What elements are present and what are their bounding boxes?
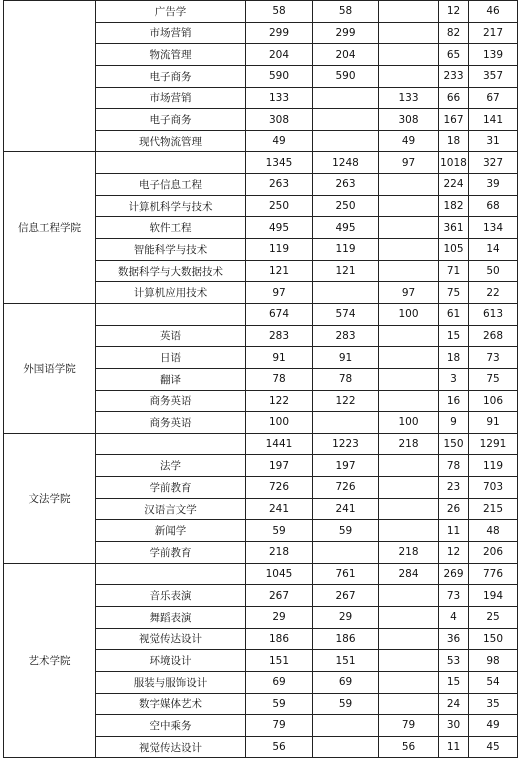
junior-college-cell: 100: [379, 303, 439, 325]
junior-college-cell: [379, 1, 439, 23]
major-cell: 计算机应用技术: [96, 282, 246, 304]
total-cell: 79: [246, 715, 313, 737]
junior-college-cell: [379, 455, 439, 477]
total-cell: 97: [246, 282, 313, 304]
col5-cell: 12: [439, 542, 469, 564]
major-cell: 日语: [96, 347, 246, 369]
junior-college-cell: 97: [379, 282, 439, 304]
col5-cell: 11: [439, 736, 469, 758]
col6-cell: 31: [469, 130, 518, 152]
major-cell: [96, 152, 246, 174]
col6-cell: 25: [469, 606, 518, 628]
col6-cell: 215: [469, 498, 518, 520]
junior-college-cell: [379, 217, 439, 239]
college-cell: 艺术学院: [4, 563, 96, 758]
college-cell: 文法学院: [4, 433, 96, 563]
col5-cell: 75: [439, 282, 469, 304]
undergrad-cell: 204: [313, 44, 379, 66]
total-cell: 308: [246, 109, 313, 131]
total-cell: 299: [246, 22, 313, 44]
junior-college-cell: [379, 368, 439, 390]
total-cell: 250: [246, 195, 313, 217]
undergrad-cell: 91: [313, 347, 379, 369]
major-cell: 电子商务: [96, 109, 246, 131]
col6-cell: 91: [469, 412, 518, 434]
col5-cell: 61: [439, 303, 469, 325]
college-cell: 外国语学院: [4, 303, 96, 433]
total-cell: 204: [246, 44, 313, 66]
total-cell: 1441: [246, 433, 313, 455]
undergrad-cell: 263: [313, 174, 379, 196]
major-cell: 市场营销: [96, 87, 246, 109]
undergrad-cell: 122: [313, 390, 379, 412]
col5-cell: 26: [439, 498, 469, 520]
col5-cell: 24: [439, 693, 469, 715]
col5-cell: 53: [439, 650, 469, 672]
col5-cell: 36: [439, 628, 469, 650]
col6-cell: 98: [469, 650, 518, 672]
total-cell: 78: [246, 368, 313, 390]
undergrad-cell: 119: [313, 239, 379, 261]
col5-cell: 1018: [439, 152, 469, 174]
col5-cell: 3: [439, 368, 469, 390]
col6-cell: 45: [469, 736, 518, 758]
major-cell: 学前教育: [96, 477, 246, 499]
col6-cell: 106: [469, 390, 518, 412]
college-cell: 信息工程学院: [4, 152, 96, 303]
col6-cell: 35: [469, 693, 518, 715]
major-cell: 商务英语: [96, 390, 246, 412]
major-cell: [96, 433, 246, 455]
undergrad-cell: 1248: [313, 152, 379, 174]
undergrad-cell: 761: [313, 563, 379, 585]
col5-cell: 182: [439, 195, 469, 217]
col6-cell: 206: [469, 542, 518, 564]
junior-college-cell: 79: [379, 715, 439, 737]
col6-cell: 73: [469, 347, 518, 369]
col6-cell: 217: [469, 22, 518, 44]
junior-college-cell: [379, 44, 439, 66]
col5-cell: 12: [439, 1, 469, 23]
col6-cell: 139: [469, 44, 518, 66]
major-cell: 广告学: [96, 1, 246, 23]
total-cell: 186: [246, 628, 313, 650]
col5-cell: 9: [439, 412, 469, 434]
col6-cell: 776: [469, 563, 518, 585]
major-cell: 商务英语: [96, 412, 246, 434]
junior-college-cell: [379, 22, 439, 44]
major-cell: 数据科学与大数据技术: [96, 260, 246, 282]
col6-cell: 48: [469, 520, 518, 542]
col6-cell: 141: [469, 109, 518, 131]
undergrad-cell: 1223: [313, 433, 379, 455]
junior-college-cell: [379, 628, 439, 650]
table-row: [4, 563, 518, 585]
total-cell: 267: [246, 585, 313, 607]
major-cell: 电子商务: [96, 65, 246, 87]
total-cell: 58: [246, 1, 313, 23]
junior-college-cell: 218: [379, 433, 439, 455]
major-cell: 空中乘务: [96, 715, 246, 737]
junior-college-cell: [379, 174, 439, 196]
col6-cell: 150: [469, 628, 518, 650]
junior-college-cell: [379, 520, 439, 542]
junior-college-cell: [379, 498, 439, 520]
undergrad-cell: 186: [313, 628, 379, 650]
col5-cell: 15: [439, 671, 469, 693]
college-cell: [4, 1, 96, 152]
major-cell: 翻译: [96, 368, 246, 390]
junior-college-cell: [379, 65, 439, 87]
major-cell: 软件工程: [96, 217, 246, 239]
major-cell: 视觉传达设计: [96, 736, 246, 758]
col5-cell: 167: [439, 109, 469, 131]
col5-cell: 224: [439, 174, 469, 196]
total-cell: 49: [246, 130, 313, 152]
junior-college-cell: 308: [379, 109, 439, 131]
undergrad-cell: 69: [313, 671, 379, 693]
col6-cell: 46: [469, 1, 518, 23]
junior-college-cell: [379, 260, 439, 282]
col5-cell: 18: [439, 130, 469, 152]
junior-college-cell: [379, 390, 439, 412]
major-cell: 计算机科学与技术: [96, 195, 246, 217]
col5-cell: 30: [439, 715, 469, 737]
major-cell: [96, 563, 246, 585]
major-cell: 法学: [96, 455, 246, 477]
col6-cell: 268: [469, 325, 518, 347]
junior-college-cell: [379, 347, 439, 369]
junior-college-cell: 56: [379, 736, 439, 758]
col5-cell: 23: [439, 477, 469, 499]
total-cell: 59: [246, 520, 313, 542]
col6-cell: 613: [469, 303, 518, 325]
total-cell: 726: [246, 477, 313, 499]
col6-cell: 134: [469, 217, 518, 239]
col5-cell: 18: [439, 347, 469, 369]
junior-college-cell: 284: [379, 563, 439, 585]
undergrad-cell: [313, 130, 379, 152]
col5-cell: 15: [439, 325, 469, 347]
total-cell: 122: [246, 390, 313, 412]
col5-cell: 105: [439, 239, 469, 261]
total-cell: 1345: [246, 152, 313, 174]
junior-college-cell: 133: [379, 87, 439, 109]
col6-cell: 50: [469, 260, 518, 282]
total-cell: 69: [246, 671, 313, 693]
total-cell: 197: [246, 455, 313, 477]
undergrad-cell: 726: [313, 477, 379, 499]
undergrad-cell: 59: [313, 520, 379, 542]
junior-college-cell: [379, 239, 439, 261]
total-cell: 241: [246, 498, 313, 520]
col5-cell: 150: [439, 433, 469, 455]
col5-cell: 361: [439, 217, 469, 239]
undergrad-cell: [313, 542, 379, 564]
major-cell: 英语: [96, 325, 246, 347]
undergrad-cell: 29: [313, 606, 379, 628]
col6-cell: 39: [469, 174, 518, 196]
col5-cell: 78: [439, 455, 469, 477]
col6-cell: 327: [469, 152, 518, 174]
major-cell: 环境设计: [96, 650, 246, 672]
col6-cell: 22: [469, 282, 518, 304]
enrollment-table-body: [4, 1, 518, 758]
col5-cell: 71: [439, 260, 469, 282]
col5-cell: 82: [439, 22, 469, 44]
major-cell: 视觉传达设计: [96, 628, 246, 650]
undergrad-cell: 78: [313, 368, 379, 390]
table-row: [4, 152, 518, 174]
undergrad-cell: 574: [313, 303, 379, 325]
major-cell: 舞蹈表演: [96, 606, 246, 628]
col6-cell: 703: [469, 477, 518, 499]
undergrad-cell: [313, 109, 379, 131]
undergrad-cell: 283: [313, 325, 379, 347]
table-row: [4, 303, 518, 325]
undergrad-cell: 58: [313, 1, 379, 23]
undergrad-cell: 495: [313, 217, 379, 239]
total-cell: 1045: [246, 563, 313, 585]
col6-cell: 54: [469, 671, 518, 693]
junior-college-cell: 218: [379, 542, 439, 564]
col6-cell: 357: [469, 65, 518, 87]
undergrad-cell: 151: [313, 650, 379, 672]
total-cell: 100: [246, 412, 313, 434]
junior-college-cell: [379, 585, 439, 607]
total-cell: 674: [246, 303, 313, 325]
col5-cell: 11: [439, 520, 469, 542]
junior-college-cell: 97: [379, 152, 439, 174]
major-cell: 智能科学与技术: [96, 239, 246, 261]
major-cell: [96, 303, 246, 325]
col5-cell: 4: [439, 606, 469, 628]
undergrad-cell: [313, 736, 379, 758]
undergrad-cell: 299: [313, 22, 379, 44]
col5-cell: 233: [439, 65, 469, 87]
undergrad-cell: 267: [313, 585, 379, 607]
undergrad-cell: 197: [313, 455, 379, 477]
total-cell: 59: [246, 693, 313, 715]
undergrad-cell: 241: [313, 498, 379, 520]
major-cell: 汉语言文学: [96, 498, 246, 520]
col6-cell: 194: [469, 585, 518, 607]
junior-college-cell: [379, 325, 439, 347]
undergrad-cell: [313, 87, 379, 109]
total-cell: 56: [246, 736, 313, 758]
col6-cell: 67: [469, 87, 518, 109]
junior-college-cell: [379, 671, 439, 693]
enrollment-table: [3, 0, 518, 758]
undergrad-cell: 250: [313, 195, 379, 217]
col5-cell: 269: [439, 563, 469, 585]
col6-cell: 1291: [469, 433, 518, 455]
junior-college-cell: 49: [379, 130, 439, 152]
total-cell: 91: [246, 347, 313, 369]
total-cell: 121: [246, 260, 313, 282]
undergrad-cell: 590: [313, 65, 379, 87]
undergrad-cell: 59: [313, 693, 379, 715]
junior-college-cell: [379, 693, 439, 715]
col6-cell: 14: [469, 239, 518, 261]
total-cell: 263: [246, 174, 313, 196]
col5-cell: 66: [439, 87, 469, 109]
junior-college-cell: [379, 477, 439, 499]
total-cell: 119: [246, 239, 313, 261]
major-cell: 市场营销: [96, 22, 246, 44]
total-cell: 151: [246, 650, 313, 672]
undergrad-cell: [313, 282, 379, 304]
undergrad-cell: [313, 715, 379, 737]
col6-cell: 68: [469, 195, 518, 217]
major-cell: 现代物流管理: [96, 130, 246, 152]
major-cell: 物流管理: [96, 44, 246, 66]
col6-cell: 49: [469, 715, 518, 737]
junior-college-cell: [379, 650, 439, 672]
col5-cell: 65: [439, 44, 469, 66]
col6-cell: 119: [469, 455, 518, 477]
total-cell: 133: [246, 87, 313, 109]
major-cell: 音乐表演: [96, 585, 246, 607]
total-cell: 29: [246, 606, 313, 628]
major-cell: 电子信息工程: [96, 174, 246, 196]
total-cell: 218: [246, 542, 313, 564]
major-cell: 服装与服饰设计: [96, 671, 246, 693]
total-cell: 590: [246, 65, 313, 87]
col5-cell: 16: [439, 390, 469, 412]
col5-cell: 73: [439, 585, 469, 607]
undergrad-cell: 121: [313, 260, 379, 282]
major-cell: 新闻学: [96, 520, 246, 542]
undergrad-cell: [313, 412, 379, 434]
junior-college-cell: 100: [379, 412, 439, 434]
junior-college-cell: [379, 606, 439, 628]
table-row: [4, 1, 518, 23]
junior-college-cell: [379, 195, 439, 217]
table-row: [4, 433, 518, 455]
major-cell: 数字媒体艺术: [96, 693, 246, 715]
major-cell: 学前教育: [96, 542, 246, 564]
total-cell: 283: [246, 325, 313, 347]
col6-cell: 75: [469, 368, 518, 390]
total-cell: 495: [246, 217, 313, 239]
